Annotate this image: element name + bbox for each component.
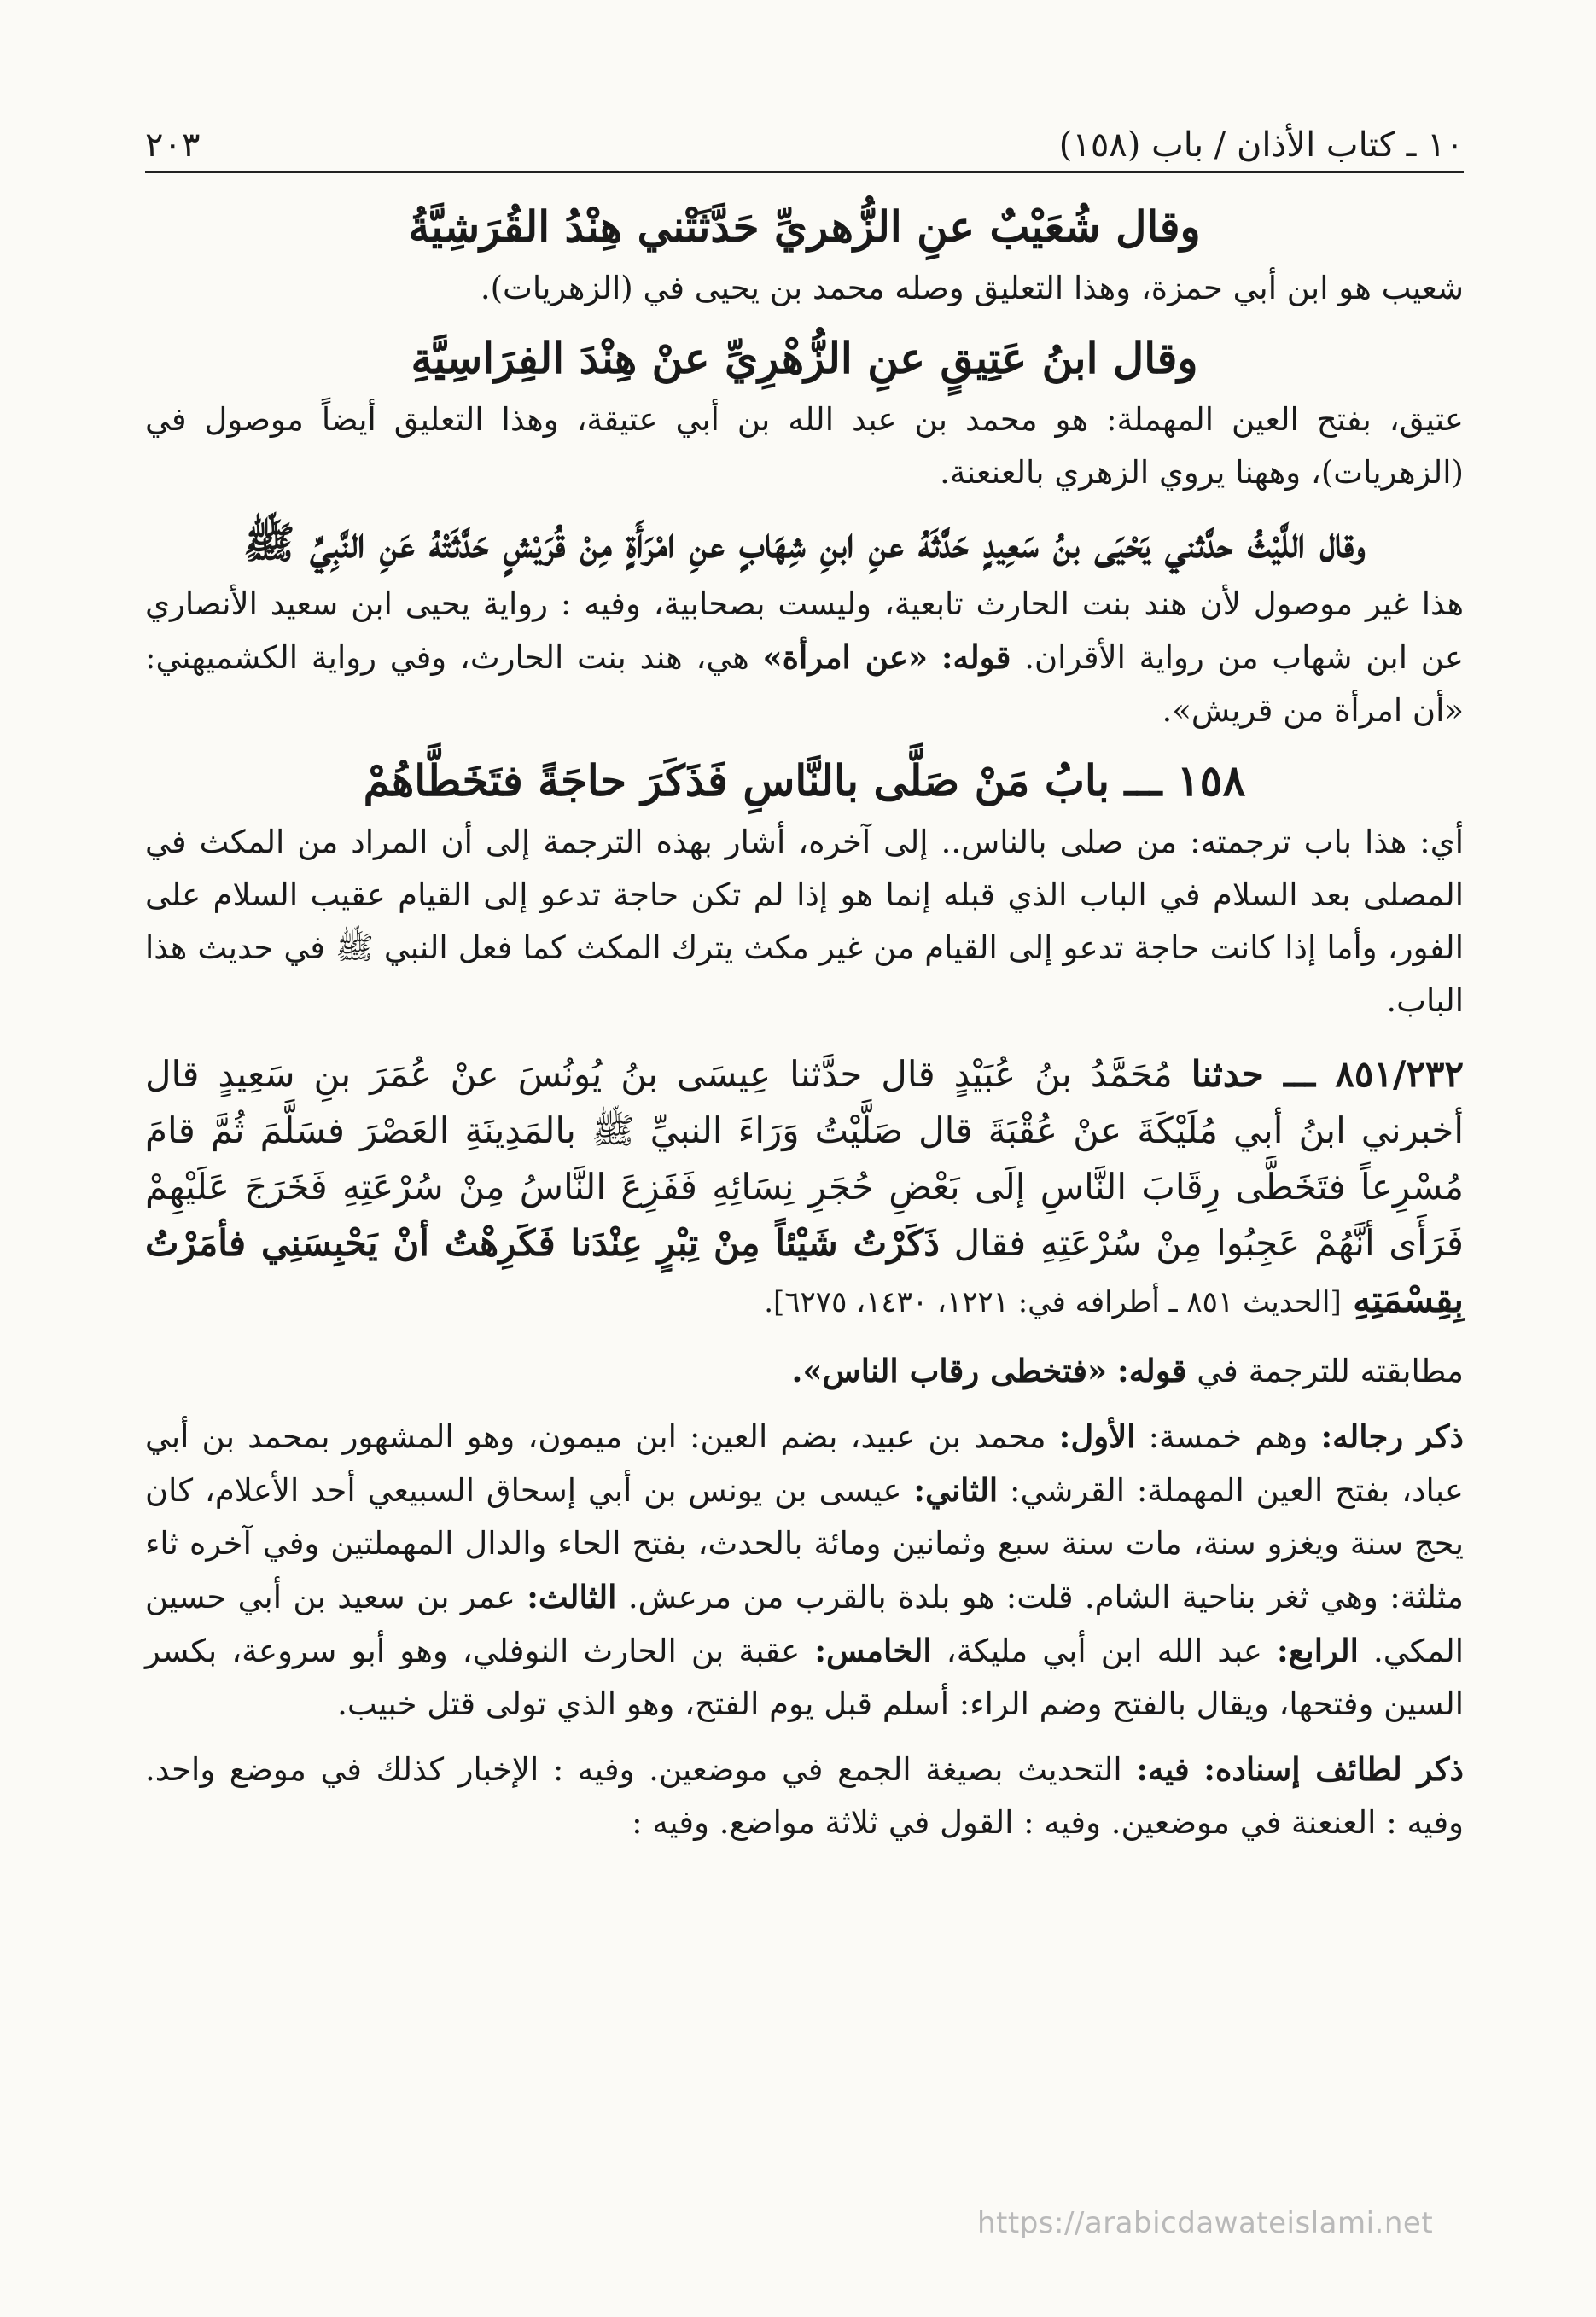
isnad-paragraph: [145, 1743, 1464, 1849]
watermark-url: https://arabicdawateislami.net: [977, 2206, 1434, 2240]
p5-quote: «فتخطى رقاب الناس».: [791, 1352, 1108, 1389]
chapter-heading: ١٥٨ ـــ بابُ مَنْ صَلَّى بالنَّاسِ فَذَكَرَ حاجَةً فتَخَطَّاهُمْ: [363, 755, 1246, 806]
narrator-fourth-label: الرابع:: [1277, 1632, 1359, 1669]
p6-text-c: عيسى بن يونس بن أبي إسحاق السبيعي أحد الأعلام، كان يحج سنة ويغزو سنة، مات سنة سبع وثمانين ومائة بالحدث، بفتح الحاء والدال المهملتين وفي آخره ثاء مثلثة: وهي ثغر بناحية الشام. قلت: هو بلدة بالقرب من مرعش.: [145, 1472, 1465, 1615]
commentary-paragraph-3: [145, 578, 1464, 737]
p6-text-f: عقبة بن الحارث النوفلي، وهو أبو سروعة، بكسر السين وفتحها، ويقال بالفتح وضم الراء: أسلم قبل يوم الفتح، وهو الذي تولى قتل خبيب.: [145, 1633, 1464, 1722]
isnad-fih: فيه:: [1136, 1750, 1190, 1788]
narrators-paragraph: [145, 1410, 1464, 1731]
hadith-refs: [الحديث ٨٥١ ـ أطرافه في: ١٢٢١، ١٤٣٠، ٦٢٧٥].: [764, 1285, 1342, 1319]
page-number: ٢٠٣: [145, 125, 201, 165]
commentary-paragraph-2: عتيق، بفتح العين المهملة: هو محمد بن عبد الله بن أبي عتيقة، وهذا التعليق أيضاً موصول في (الزهريات)، وههنا يروي الزهري بالعنعنة.: [145, 401, 1464, 491]
narrator-first-label: الأول:: [1058, 1418, 1136, 1455]
chapter-title: ١٠ ـ كتاب الأذان / باب (١٥٨): [1058, 125, 1464, 165]
hadith-body: مُحَمَّدُ بنُ عُبَيْدٍ قال حدَّثنا عِيسَى بنُ يُونُسَ عنْ عُمَرَ بنِ سَعِيدٍ قال أخبرني ابنُ أبي مُلَيْكَةَ عنْ عُقْبَةَ قال صَلَّيْتُ وَرَاءَ النبيِّ ﷺ بالمَدِينَةِ العَصْرَ فسَلَّمَ ثُمَّ قامَ مُسْرِعاً فتَخَطَّى رِقَابَ النَّاسِ إلَى بَعْضِ حُجَرِ نِسَائِهِ فَفَزِعَ النَّاسُ مِنْ سُرْعَتِهِ فَخَرَجَ عَلَيْهِمْ فَرَأَى أنَّهُمْ عَجِبُوا مِنْ سُرْعَتِهِ فقال: [145, 1053, 1464, 1264]
isnad-text: التحديث بصيغة الجمع في موضعين. وفيه : الإخبار كذلك في موضع واحد. وفيه : العنعنة في موضعين. وفيه : القول في ثلاثة مواضع. وفيه :: [145, 1751, 1464, 1841]
commentary-paragraph-1: شعيب هو ابن أبي حمزة، وهذا التعليق وصله محمد بن يحيى في (الزهريات).: [480, 270, 1464, 306]
commentary-paragraph-5: [145, 1344, 1464, 1398]
commentary-paragraph-4: أي: هذا باب ترجمته: من صلى بالناس.. إلى آخره، أشار بهذه الترجمة إلى أن المراد من المكث في المصلى بعد السلام في الباب الذي قبله إنما هو إذا لم تكن حاجة تدعو إلى القيام عقيب السلام على الفور، وأما إذا كانت حاجة تدعو إلى القيام من غير مكث يترك المكث كما فعل النبي ﷺ في حديث هذا الباب.: [145, 824, 1464, 1019]
running-head: [145, 125, 1464, 173]
p3-quote: «عن امرأة»: [762, 638, 929, 676]
narrators-label: ذكر رجاله:: [1320, 1418, 1465, 1455]
narrator-fifth-label: الخامس:: [814, 1632, 932, 1669]
p5-text: مطابقته للترجمة في: [1197, 1353, 1464, 1389]
p6-text-b: محمد بن عبيد، بضم العين: ابن ميمون، وهو المشهور بمحمد بن أبي عباد، بفتح العين المهملة: القرشي:: [145, 1418, 1464, 1509]
p3-qawluh: قوله:: [941, 638, 1011, 676]
p6-text-d: عمر بن سعيد بن أبي حسين المكي.: [145, 1579, 1465, 1669]
hadith-bold: ذَكَرْتُ شَيْئاً مِنْ تِبْرٍ عِنْدَنا فَكَرِهْتُ أنْ يَحْبِسَنِي فأمَرْتُ بِقِسْمَتِهِ: [145, 1222, 1464, 1320]
p3-text-a: هذا غير موصول لأن هند بنت الحارث تابعية، وليست بصحابية، وفيه : رواية يحيى ابن سعيد الأنصاري عن ابن شهاب من رواية الأقران.: [145, 585, 1464, 676]
hadith-heading-2: وقال ابنُ عَتِيقٍ عنِ الزُّهْرِيِّ عنْ هِنْدَ الفِرَاسِيَّةِ: [411, 333, 1198, 383]
hadith-text: [145, 1046, 1464, 1330]
p6-text-a: وهم خمسة:: [1148, 1418, 1308, 1455]
hadith-heading-3: وقال اللَّيْثُ حدَّثني يَحْيَى بنُ سَعِيدٍ حَدَّثَهُ عنِ ابنِ شِهَابٍ عنِ امْرَأَةٍ مِنْ قُرَيْشٍ حَدَّثَتْهُ عَنِ النَّبِيِّ ﷺ: [243, 517, 1366, 568]
page-content: [145, 195, 1464, 1849]
hadith-number: ٨٥١/٢٣٢ ـــ حدثنا: [1191, 1053, 1465, 1095]
hadith-heading-1: وقال شُعَيْبٌ عنِ الزُّهريِّ حَدَّثَتْني هِنْدُ القُرَشِيَّةُ: [408, 201, 1201, 252]
narrator-third-label: الثالث:: [527, 1578, 617, 1615]
p5-qawluh: قوله:: [1116, 1352, 1187, 1389]
p6-text-e: عبد الله ابن أبي مليكة،: [946, 1633, 1262, 1669]
isnad-label: ذكر لطائف إسناده:: [1203, 1750, 1464, 1788]
narrator-second-label: الثاني:: [913, 1471, 999, 1509]
p3-text-b: هي، هند بنت الحارث، وفي رواية الكشميهني: «أن امرأة من قريش».: [145, 639, 1464, 729]
